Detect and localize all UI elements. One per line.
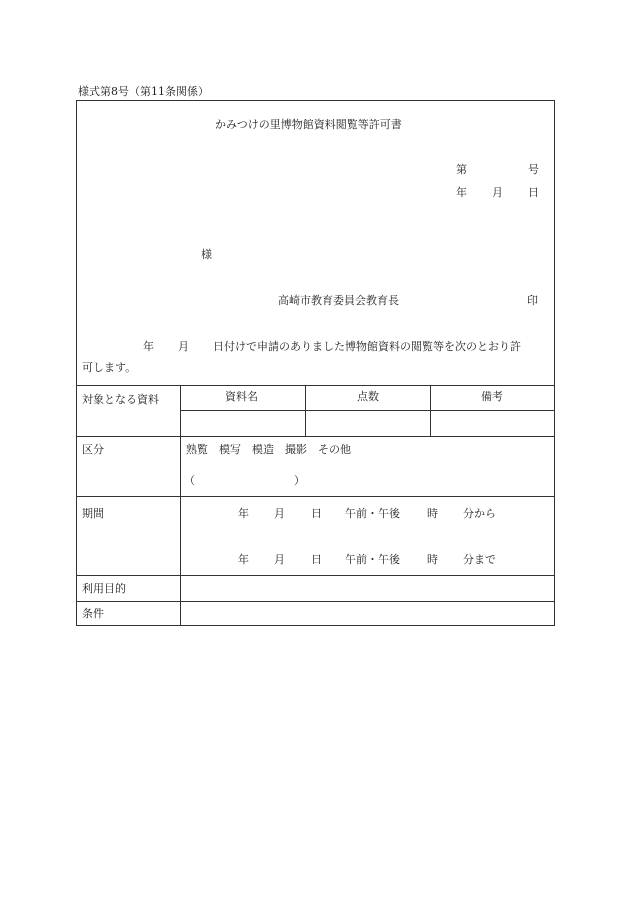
addressee-suffix: 様 [201,248,212,261]
period-to-year: 年 [238,553,249,566]
category-label: 区分 [82,443,104,456]
period-to-day: 日 [311,553,322,566]
category-options: 熟覧 模写 模造 撮影 その他 [186,443,351,456]
period-from-day: 日 [311,507,322,520]
col-header-remarks: 備考 [481,390,503,403]
body-line-1: 日付けで申請のありました博物館資料の閲覧等を次のとおり許 [213,340,521,353]
period-to-month: 月 [274,553,285,566]
count-remarks-rule [430,385,431,436]
category-paren-open: （ [184,474,195,487]
col-header-count: 点数 [357,390,379,403]
period-from-hour: 時 [427,507,438,520]
period-to-hour: 時 [427,553,438,566]
form-number-label: 様式第8号（第11条関係） [78,85,209,98]
period-from-ampm: 午前・午後 [345,507,400,520]
form-title: かみつけの里博物館資料閲覧等許可書 [215,118,402,131]
period-label: 期間 [82,507,104,520]
issuer-name: 高崎市教育委員会教育長 [278,294,399,307]
period-to-minute: 分まで [463,553,496,566]
purpose-label: 利用目的 [82,582,126,595]
materials-bottom-rule [76,436,555,437]
number-prefix: 第 [456,163,467,176]
materials-header-rule [180,410,555,411]
number-suffix: 号 [528,163,539,176]
form-frame [76,100,555,626]
date-month: 月 [492,186,503,199]
body-month: 月 [178,340,189,353]
label-column-rule [180,385,181,626]
period-to-ampm: 午前・午後 [345,553,400,566]
period-from-month: 月 [274,507,285,520]
category-paren-close: ） [294,474,305,487]
date-day: 日 [528,186,539,199]
period-bottom-rule [76,575,555,576]
col-header-name: 資料名 [225,390,258,403]
table-top-rule [76,385,555,386]
conditions-label: 条件 [82,607,104,620]
period-from-minute: 分から [463,507,496,520]
date-year: 年 [456,186,467,199]
materials-label: 対象となる資料 [82,393,159,406]
category-bottom-rule [76,496,555,497]
body-year: 年 [143,340,154,353]
purpose-bottom-rule [76,601,555,602]
body-line-2: 可します。 [82,361,137,374]
period-from-year: 年 [238,507,249,520]
seal-mark: 印 [527,294,538,307]
name-count-rule [305,385,306,436]
